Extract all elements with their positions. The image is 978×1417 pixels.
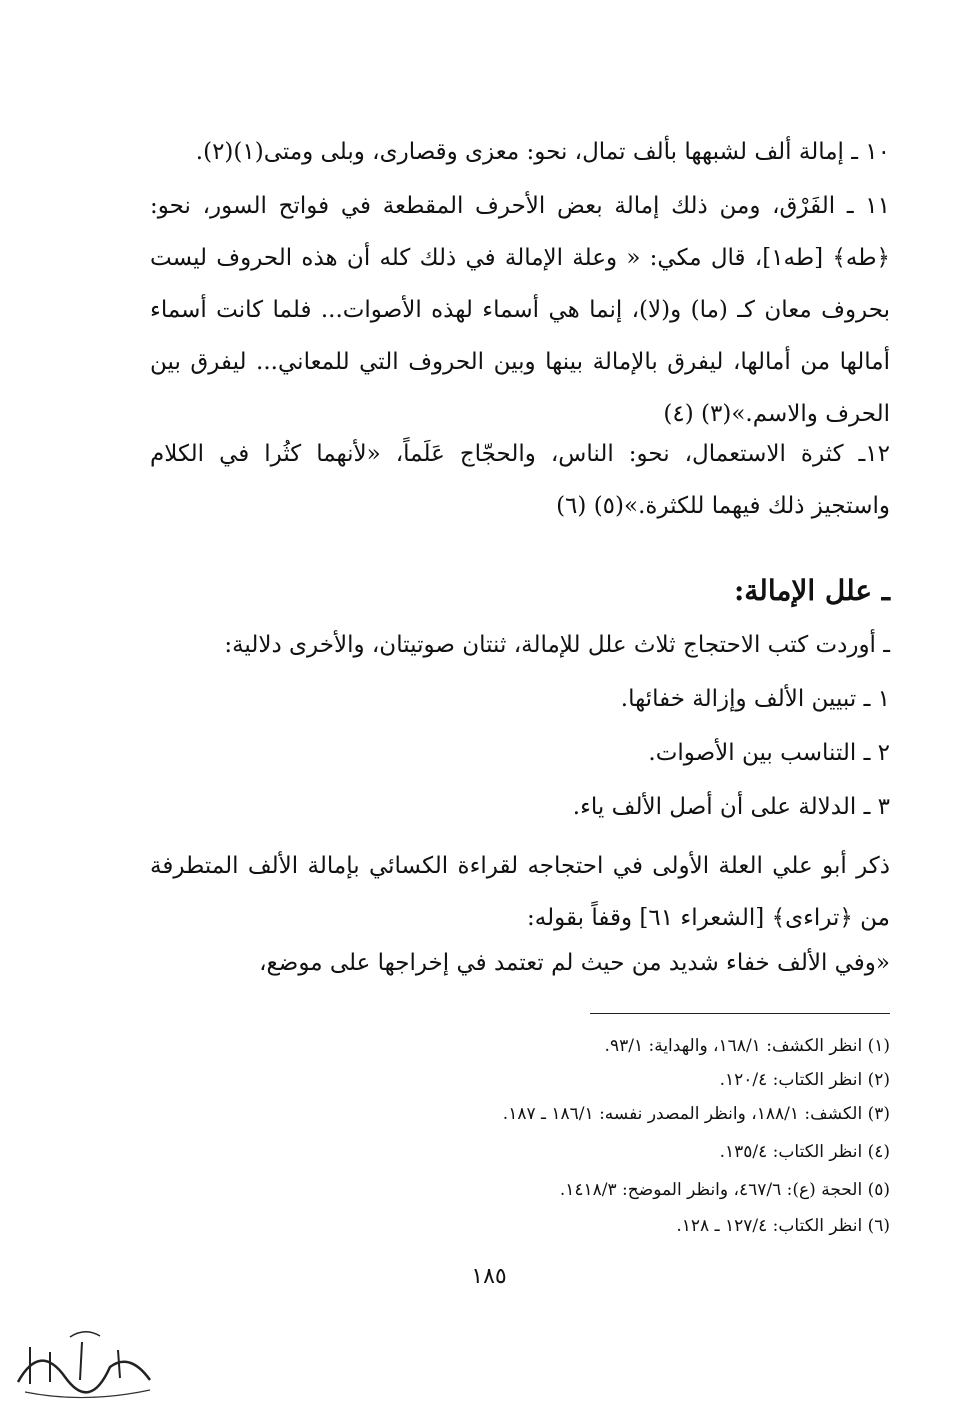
closing-paragraph: ذكر أبو علي العلة الأولى في احتجاجه لقراءة الكسائي بإمالة الألف المتطرفة من ﴿تراءى﴾ [الشعراء ٦١] وقفاً بقوله: — [150, 853, 890, 931]
footnote: (٣) الكشف: ١٨٨/١، وانظر المصدر نفسه: ١٨٦/١ ـ ١٨٧. — [502, 1104, 890, 1124]
reason-item: ١ ـ تبيين الألف وإزالة خفائها. — [620, 686, 890, 712]
reason-item: ٣ ـ الدلالة على أن أصل الألف ياء. — [572, 794, 890, 820]
footnote: (٦) انظر الكتاب: ١٢٧/٤ ـ ١٢٨. — [676, 1216, 890, 1236]
footnote-separator — [590, 1013, 890, 1014]
publisher-logo — [10, 1322, 160, 1408]
footnote: (١) انظر الكشف: ١٦٨/١، والهداية: ٩٣/١. — [604, 1036, 890, 1056]
paragraph-10: ١٠ ـ إمالة ألف لشبهها بألف تمال، نحو: معزى وقصارى، وبلى ومتى(١)(٢). — [195, 139, 890, 165]
footnote: (٤) انظر الكتاب: ١٣٥/٤. — [719, 1142, 890, 1162]
footnote: (٥) الحجة (ع): ٤٦٧/٦، وانظر الموضح: ١٤١٨/٣. — [559, 1180, 890, 1200]
section-heading: ـ علل الإمالة: — [733, 574, 890, 607]
reason-item: ٢ ـ التناسب بين الأصوات. — [648, 740, 890, 766]
paragraph-11: ١١ ـ الفَرْق، ومن ذلك إمالة بعض الأحرف المقطعة في فواتح السور، نحو: ﴿طه﴾ [طه١]، قال مكي: « وعلة الإمالة في ذلك كله أن هذه الحروف ليست بحروف معان كـ (ما) و(لا)، إنما هي أسماء لهذه الأصوات... فلما كانت أسماء أمالها من أمالها، ليفرق بالإمالة بينها وبين الحروف التي للمعاني... ليفرق بين الحرف والاسم.»(٣) (٤) — [150, 193, 890, 427]
footnote: (٢) انظر الكتاب: ١٢٠/٤. — [719, 1070, 890, 1090]
paragraph-12: ١٢ـ كثرة الاستعمال، نحو: الناس، والحجّاج عَلَماً، «لأنهما كثُرا في الكلام واستجيز ذلك فيهما للكثرة.»(٥) (٦) — [150, 441, 890, 519]
page-number: ١٨٥ — [471, 1264, 507, 1289]
intro-line: ـ أوردت كتب الاحتجاج ثلاث علل للإمالة، ثنتان صوتيتان، والأخرى دلالية: — [224, 632, 890, 658]
quote-line: «وفي الألف خفاء شديد من حيث لم تعتمد في إخراجها على موضع، — [259, 950, 890, 976]
